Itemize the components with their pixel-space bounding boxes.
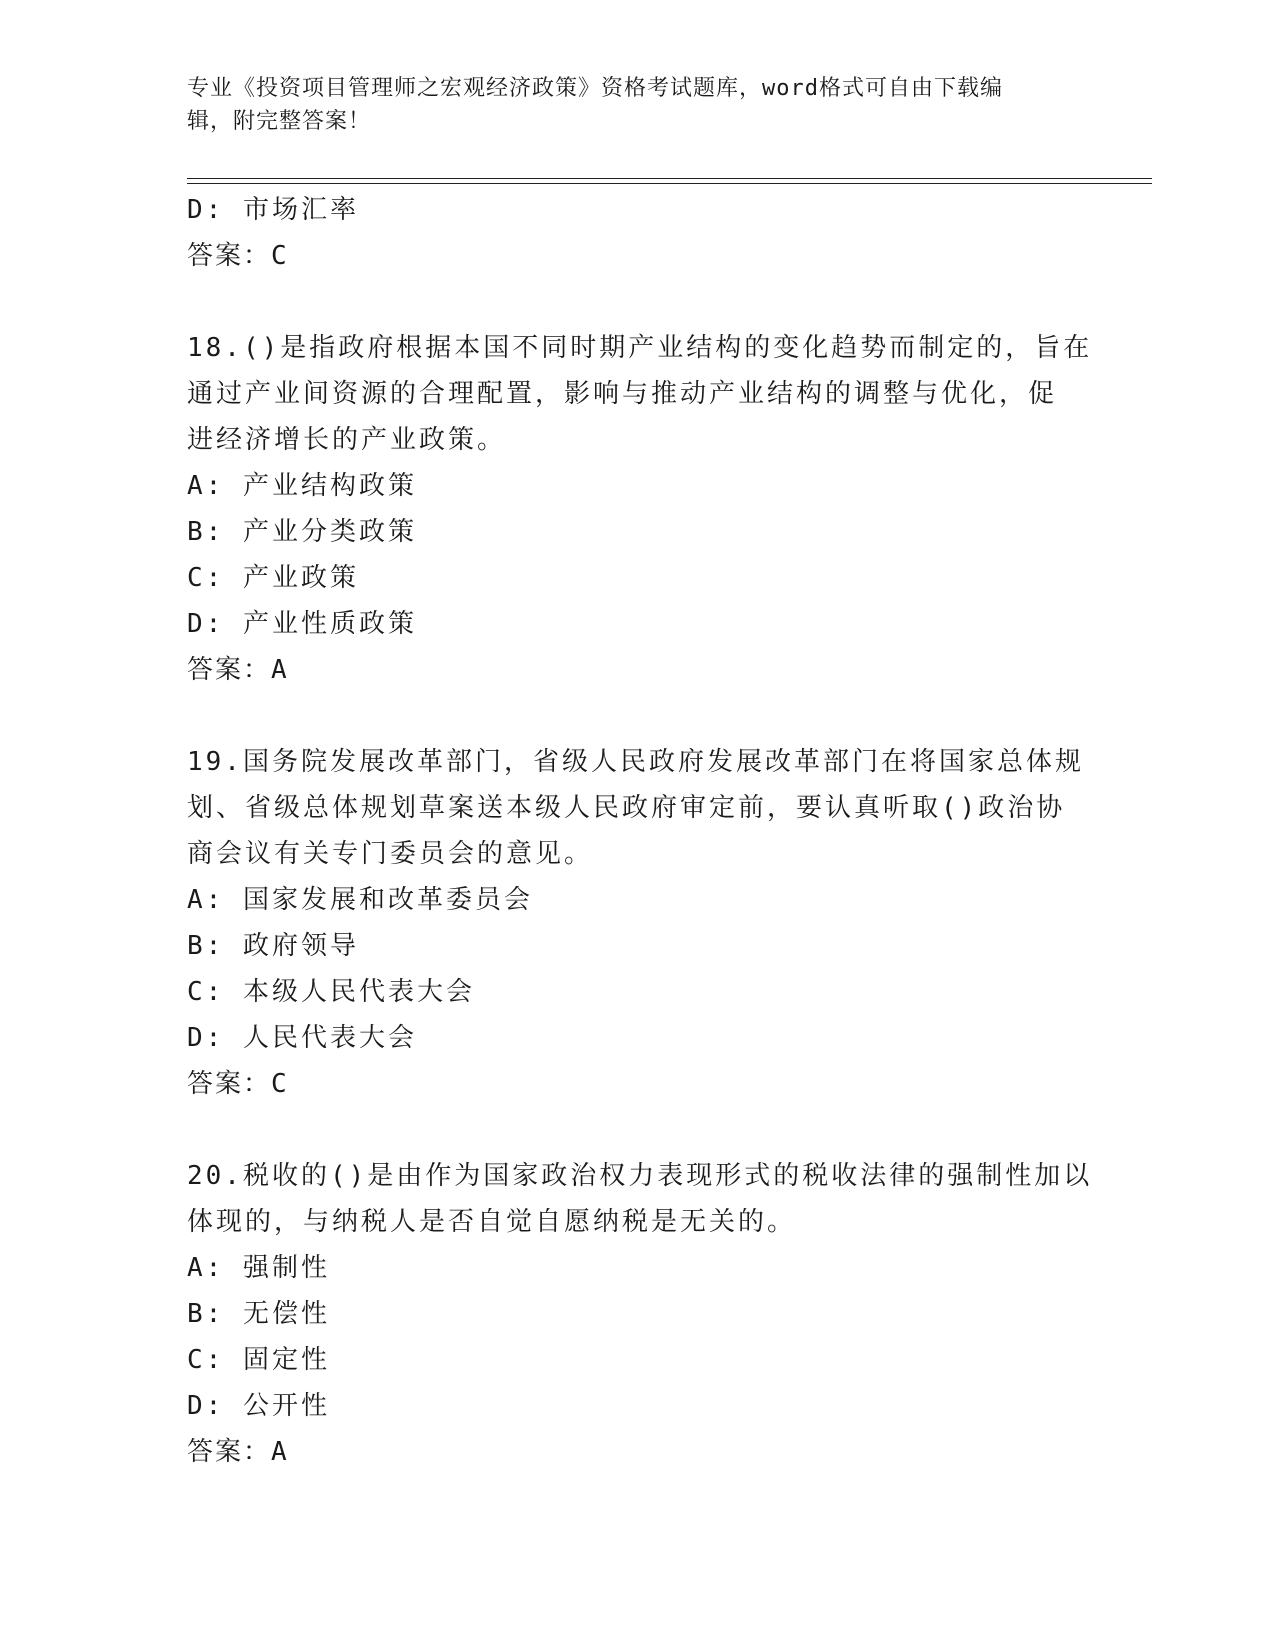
stem-line: 20.税收的()是由作为国家政治权力表现形式的税收法律的强制性加以 — [187, 1161, 1093, 1191]
option-a: A: 产业结构政策 — [187, 471, 417, 501]
option-d: D: 产业性质政策 — [187, 609, 417, 639]
option-a: A: 国家发展和改革委员会 — [187, 885, 533, 915]
stem-line: 进经济增长的产业政策。 — [187, 425, 507, 455]
question-content — [187, 187, 1093, 1475]
question-19 — [187, 739, 1087, 1107]
stem-line: 划、省级总体规划草案送本级人民政府审定前，要认真听取()政治协 — [187, 793, 1066, 823]
question-stem — [187, 325, 1093, 463]
stem-line: 商会议有关专门委员会的意见。 — [187, 839, 594, 869]
answer-line: 答案：C — [187, 241, 289, 271]
question-18 — [187, 325, 1093, 693]
header-line-1: 专业《投资项目管理师之宏观经济政策》资格考试题库，word格式可自由下载编 — [187, 76, 1003, 101]
question-stem — [187, 1153, 1093, 1245]
header-line-2: 辑，附完整答案！ — [187, 109, 372, 134]
document-header — [187, 72, 1087, 138]
answer-line: 答案：A — [187, 1437, 289, 1467]
option-b: B: 政府领导 — [187, 931, 359, 961]
option-b: B: 无偿性 — [187, 1299, 330, 1329]
option-a: A: 强制性 — [187, 1253, 330, 1283]
stem-line: 18.()是指政府根据本国不同时期产业结构的变化趋势而制定的，旨在 — [187, 333, 1093, 363]
option-c: C: 本级人民代表大会 — [187, 977, 475, 1007]
question-20 — [187, 1153, 1093, 1475]
stem-line: 通过产业间资源的合理配置，影响与推动产业结构的调整与优化，促 — [187, 379, 1058, 409]
option-c: C: 产业政策 — [187, 563, 359, 593]
answer-line: 答案：C — [187, 1069, 289, 1099]
option-d: D: 公开性 — [187, 1391, 330, 1421]
header-divider-bottom — [187, 183, 1152, 184]
header-divider-top — [187, 178, 1152, 179]
option-d: D: 人民代表大会 — [187, 1023, 417, 1053]
question-stem — [187, 739, 1087, 877]
stem-line: 19.国务院发展改革部门，省级人民政府发展改革部门在将国家总体规 — [187, 747, 1084, 777]
option-b: B: 产业分类政策 — [187, 517, 417, 547]
option-d: D: 市场汇率 — [187, 195, 359, 225]
option-c: C: 固定性 — [187, 1345, 330, 1375]
answer-line: 答案：A — [187, 655, 289, 685]
stem-line: 体现的，与纳税人是否自觉自愿纳税是无关的。 — [187, 1207, 797, 1237]
